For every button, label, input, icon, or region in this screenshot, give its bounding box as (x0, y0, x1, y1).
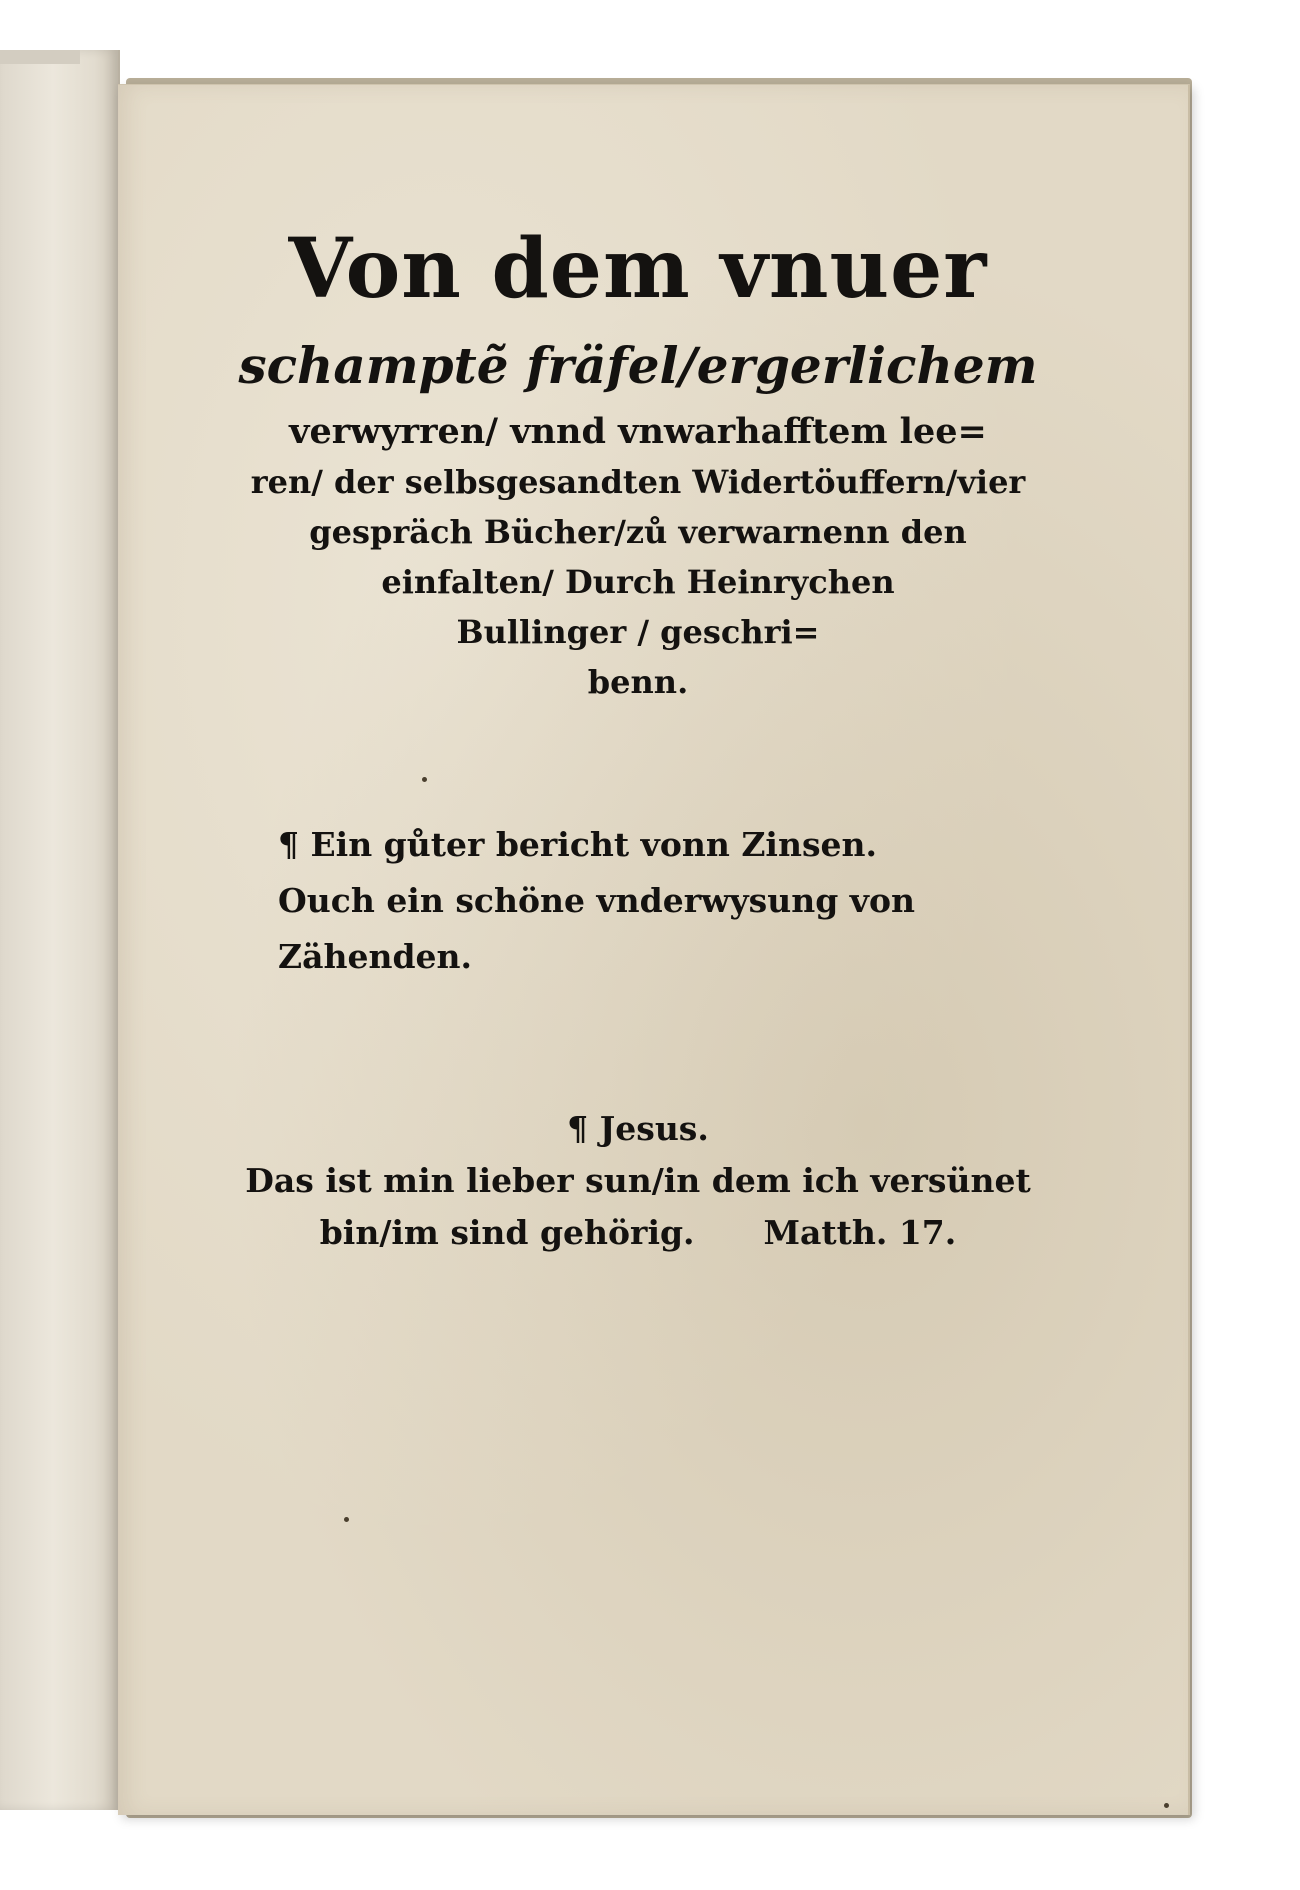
left-page-edge (0, 50, 120, 1810)
title-line-6: einfalten/ Durch Heinrychen (381, 563, 895, 601)
title-line-8: benn. (587, 663, 689, 701)
pilcrow-icon: ¶ (567, 1109, 589, 1148)
motto-line-2: bin/im sind gehörig. Matth. 17. (319, 1213, 957, 1252)
title-page (118, 84, 1190, 1815)
title-line-4: ren/ der selbsgesandten Widertöuffern/vier (250, 463, 1026, 501)
subtitle-line-2: Ouch ein schöne vnderwysung von (278, 881, 915, 920)
ink-speck (344, 1517, 349, 1522)
subtitle-line-1 (278, 817, 1068, 873)
motto-heading-text: Jesus. (599, 1109, 709, 1148)
title-line-5: gespräch Bücher/zů verwarnenn den (309, 513, 967, 551)
title-line-3: verwyrren/ vnnd vnwarhafftem lee= (289, 411, 987, 452)
title-line-2: schamptẽ fräfel/ergerlichem (238, 336, 1038, 395)
subtitle-block (208, 817, 1068, 985)
subtitle-line-3: Zähenden. (278, 937, 473, 976)
ink-speck (422, 777, 427, 782)
left-page-top-edge (0, 50, 80, 64)
motto-block (208, 1103, 1068, 1259)
subtitle-text-1: Ein gůter bericht vonn Zinsen. (310, 825, 877, 864)
title-page-text (208, 213, 1068, 1259)
ink-speck (1164, 1803, 1169, 1808)
spacer (208, 707, 1068, 817)
spacer (208, 985, 1068, 1103)
motto-heading (208, 1103, 1068, 1155)
title-line-7: Bullinger / geschri= (456, 613, 820, 651)
title-line-1: Von dem vnuer (288, 221, 988, 317)
motto-line-1: Das ist min lieber sun/in dem ich versünet (245, 1161, 1031, 1200)
pilcrow-icon: ¶ (278, 825, 299, 864)
